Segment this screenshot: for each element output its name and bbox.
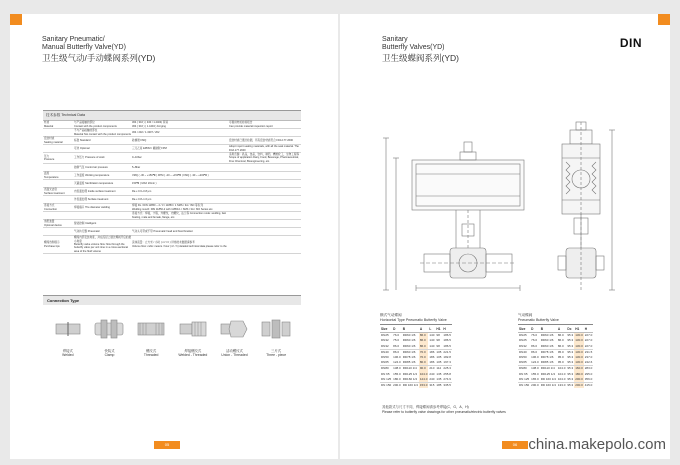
table-cell: 221.5 xyxy=(443,349,451,354)
tech-cell-c3: 连接方式：焊接，卡箍，外螺纹，内螺纹，法兰等 Connection mode: welding, fast fixating, male and female, flange, etc. xyxy=(132,212,226,219)
tech-row xyxy=(43,153,301,164)
table-cell: 95.3 xyxy=(567,366,574,371)
table-cell: RD60 1/6 xyxy=(540,333,554,338)
table-header-cell: Size xyxy=(518,325,530,333)
tech-cell-c2: 智能控制 Intelligent xyxy=(74,222,97,226)
table-cell: 86.0 xyxy=(419,338,429,343)
table-header-cell: B xyxy=(402,325,419,333)
table-cell: 76.0 xyxy=(531,333,538,338)
table-cell: 130.0 xyxy=(575,349,583,354)
table-caption-en: Pneumatic Butterfly Valve xyxy=(518,317,559,322)
table-cell: RD78 1/6 xyxy=(540,355,554,359)
table-cell: 105 xyxy=(436,355,442,359)
title-en-line-2: Butterfly Valves(YD) xyxy=(382,44,445,51)
table-cell: 255.8 xyxy=(443,371,451,376)
connection-type-header: Connection Type xyxy=(43,295,301,305)
tech-cell-c2: 不与产品接触的部位 Material Not contact with the product components xyxy=(74,129,131,136)
connection-type-label xyxy=(266,349,286,357)
table-cell: DN40 xyxy=(380,349,392,355)
table-cell: 70.0 xyxy=(419,355,429,360)
table-cell: DN40 xyxy=(518,349,530,355)
table-cell: 124.0 xyxy=(419,376,428,381)
connection-type-en: Union - Threaded xyxy=(221,353,248,358)
watermark: china.makepolo.com xyxy=(528,436,666,453)
table-cell: 240 xyxy=(429,376,435,381)
table-cell: 138.0 xyxy=(531,366,539,371)
tech-cell-c2: 与产品接触的部位 Contact with the product components xyxy=(74,121,117,128)
table-cell: 104.0 xyxy=(557,371,566,376)
tech-cell-c4: 可提供材质检验报告 Can provide material inspection report xyxy=(229,121,273,128)
table-cell: 335.5 xyxy=(443,383,451,388)
connection-type-label xyxy=(62,349,73,357)
tech-cell-c4: Adopt import sealing materials, with all the seal material. The FDA 177.2600 xyxy=(229,145,299,152)
tech-cell-c4: 密封材质已通过检测，所有密封材质符合 FDA 177.2600 xyxy=(229,138,293,142)
table-cell: 155.0 xyxy=(531,371,539,376)
table-cell: 98 xyxy=(436,333,440,338)
table-cell: RD110 1/4 xyxy=(540,366,557,372)
table-cell: RD60 1/6 xyxy=(540,338,554,343)
title-cn: 卫生级气动/手动蝶阀系列(YD) xyxy=(42,53,156,63)
table-cell: 86.0 xyxy=(557,338,564,343)
table-cell: 98 xyxy=(436,343,440,348)
tech-row xyxy=(43,145,301,153)
table-cell: 135 xyxy=(436,371,442,376)
tech-cell-c1: 温度 Temperature xyxy=(44,172,59,179)
table-cell: 104.0 xyxy=(419,371,428,376)
table-cell: DN32 xyxy=(519,343,527,348)
tech-cell-c2: 工作压力 Pressure of work xyxy=(74,156,105,160)
tech-cell-c1: 材质 Material xyxy=(44,121,54,128)
table-cell: 415.0 xyxy=(584,383,593,388)
table-cell: DN 125 xyxy=(519,376,530,381)
table-cell: 95.3 xyxy=(567,383,574,388)
tech-row xyxy=(43,212,301,220)
table-cell: RD60 1/6 xyxy=(402,338,416,343)
table-cell: 105 xyxy=(436,349,442,354)
tech-cell-c3: Ra ≤ 0.6~0.8 μm xyxy=(132,190,152,194)
corner-tab xyxy=(658,14,670,25)
title-cn: 卫生级蝶阀系列(YD) xyxy=(382,53,459,63)
table-cell: DN 125 xyxy=(381,376,392,381)
table-cell: 227.0 xyxy=(584,343,593,348)
connection-type-item xyxy=(134,315,168,357)
table-cell: 200.0 xyxy=(575,376,583,381)
table-cell: RD160 1/4 xyxy=(402,376,418,381)
table-cell: 186 xyxy=(429,349,435,354)
tech-cell-c2: 灭菌温度 Sterilization temperature xyxy=(74,182,114,186)
table-cell: 140 xyxy=(429,338,435,343)
connection-type-label xyxy=(104,349,114,357)
table-cell: 70.0 xyxy=(419,349,429,355)
valve-drawing xyxy=(380,118,630,308)
tech-row xyxy=(43,129,301,137)
tech-cell-c1: 表面光洁度 Surface treatment xyxy=(44,188,65,195)
connection-type-item xyxy=(176,315,210,357)
footnote-en: Please refer to butterfly valve drawings for other pneumatic/electric butterfly valves xyxy=(382,409,506,414)
table-cell: RD85 1/6 xyxy=(540,360,554,365)
table-cell: 140 xyxy=(429,343,435,348)
table-cell: 95.3 xyxy=(567,376,574,381)
table-cell: RD60 1/6 xyxy=(540,343,554,348)
table-cell: 104.0 xyxy=(557,366,566,371)
table-cell: RD 160 1/4 xyxy=(540,376,556,381)
valve-connection-icon xyxy=(52,315,84,343)
table-cell: 95.3 xyxy=(567,355,574,359)
table-cell: 240 xyxy=(429,371,435,376)
table-header-cell: H1 xyxy=(574,325,584,333)
table-cell: 124.0 xyxy=(531,360,539,365)
page-number: 05 xyxy=(154,441,180,449)
table-cell: 356.0 xyxy=(584,376,593,381)
table-cell: 283.0 xyxy=(584,366,593,371)
table-header-cell: H1 xyxy=(436,326,441,331)
table-cell: 237.0 xyxy=(584,355,593,359)
tech-cell-c2: 可选 Optional xyxy=(74,146,90,150)
horizontal-pneumatic-valve-table xyxy=(380,313,452,388)
connection-type-cn: 活动螺纹式 xyxy=(225,349,243,353)
table-cell: DN25 xyxy=(519,338,527,343)
connection-type-en: Welded xyxy=(62,353,74,358)
table-cell: 95.0 xyxy=(557,349,567,355)
connection-type-en: Threaded xyxy=(143,353,159,358)
table-cell: 130.0 xyxy=(575,355,583,359)
table-cell: 140 xyxy=(429,333,435,338)
tech-row xyxy=(43,236,301,254)
title-en-line-2: Manual Butterfly Valve(YD) xyxy=(42,44,126,51)
connection-type-label xyxy=(144,349,159,357)
table-cell: DN80 xyxy=(380,366,392,372)
table-cell: 186 xyxy=(429,360,435,365)
table-cell: 95.3 xyxy=(567,333,574,338)
right-page xyxy=(340,14,670,459)
table-cell: DN50 xyxy=(381,355,389,359)
table-cell: 225.3 xyxy=(443,366,451,371)
tech-cell-c3: Ra ≤ 0.8~1.6 μm xyxy=(132,198,152,202)
table-cell: 227.0 xyxy=(584,333,593,338)
tech-cell-c1: 密封材质 Sealing material xyxy=(44,137,63,144)
footnote-cn: 其他款式与尺寸不同，焊接蝶阀请参考焊接(C、G、A、H) xyxy=(382,405,469,409)
pneumatic-valve-table xyxy=(518,313,593,388)
table-cell: 130.0 xyxy=(575,343,583,348)
right-page-title xyxy=(382,36,459,63)
table-cell: RD110 1/4 xyxy=(402,366,419,372)
table-cell: DN25 xyxy=(381,333,389,338)
technical-data-header: 技术参数 Technical Data xyxy=(43,111,301,121)
table-cell: 130.0 xyxy=(575,360,583,365)
tech-cell-c3: VMQ ( -30 ~ +150℃ ) FPM ( -20 ~ +150℃ ) FMQ ( -30 ~ +200℃ ) xyxy=(132,174,209,178)
table-cell: 95.3 xyxy=(567,360,574,365)
connection-type-cn: 螺纹式 xyxy=(146,349,157,353)
table-cell: 86.0 xyxy=(419,333,429,339)
table-cell: 180.0 xyxy=(393,376,401,381)
table-cell: DN 150 xyxy=(519,383,530,388)
table-cell: 86.0 xyxy=(530,349,540,355)
table-cell: DN25 xyxy=(519,333,527,338)
connection-type-cn: 焊接式 xyxy=(62,349,73,353)
valve-connection-icon xyxy=(218,315,250,343)
table-cell: 76.0 xyxy=(393,333,400,338)
tech-cell-c2: 标准 Standard xyxy=(74,138,91,142)
table-cell: 155.0 xyxy=(393,371,401,376)
table-cell: 75.0 xyxy=(393,338,400,343)
table-cell: RD60 1/6 xyxy=(402,333,416,338)
table-cell: 106.0 xyxy=(531,355,539,359)
connection-type-cn: 焊接螺纹式 xyxy=(184,349,202,353)
tech-cell-c1: 压力 Pressure xyxy=(44,154,55,162)
title-en-line-1: Sanitary xyxy=(382,36,408,43)
table-cell: 135 xyxy=(436,376,442,381)
tech-cell-c2: 焊接端口 The diameter welding xyxy=(74,206,110,210)
technical-data-table xyxy=(43,110,301,254)
table-cell: DN 65 xyxy=(519,371,528,376)
connection-type-item xyxy=(217,315,251,357)
corner-tab xyxy=(10,14,22,25)
tech-cell-c2: 控制气压 Control air pressure xyxy=(74,166,108,170)
tech-cell-c3: 304 ( 316 ) ( 430 / 1.4404) 铸造 304 ( 316 ) ( 1.4404 ) Forging xyxy=(132,121,169,128)
table-header-cell: H xyxy=(584,325,594,333)
valve-connection-icon xyxy=(93,315,125,343)
table-cell: 186.5 xyxy=(443,338,451,343)
table-cell: DN65 xyxy=(519,360,527,365)
tech-row xyxy=(43,188,301,196)
table-cell: RD60 1/6 xyxy=(402,343,416,348)
table-cell: 295.0 xyxy=(584,371,593,376)
left-page-title xyxy=(42,36,155,63)
tech-cell-c2: 工作温度 Working temperature xyxy=(74,174,110,178)
tech-row xyxy=(43,137,301,145)
tech-cell-c3: 5~8bar xyxy=(132,166,141,170)
table-cell: 106.0 xyxy=(393,355,401,359)
tech-cell-c2: 内表面处理 Inside surface treatment xyxy=(74,190,116,194)
tech-row xyxy=(43,164,301,172)
table-row xyxy=(380,383,452,389)
table-cell: 200.0 xyxy=(393,383,401,388)
table-cell: 124.0 xyxy=(393,360,401,365)
table-cell: 130.0 xyxy=(575,338,583,343)
table-cell: 86.0 xyxy=(531,343,538,348)
table-cell: DN50 xyxy=(519,355,527,359)
tech-cell-c3: 焊接 DL / DIN 11850 ~ 2 / 3 / 11850 / 1 SMS / 3A / ISO 等系列 Welding mouth: DIN 11850-2 with 11850-1 / SMS / 3A / ISO Series etc. xyxy=(132,204,214,211)
table-cell: 186.5 xyxy=(443,343,451,348)
din-badge: DIN xyxy=(619,36,642,50)
tech-cell-c3: 硅橡胶 FMQ xyxy=(132,138,147,142)
tech-cell-c1: 选配装置 Optional device xyxy=(44,220,62,227)
table-row xyxy=(518,383,593,389)
table-cell: 138.0 xyxy=(393,366,401,371)
table-caption-cn: 气动蝶阀 xyxy=(518,313,533,317)
table-cell: 86.0 xyxy=(557,343,564,348)
table-cell: 160.0 xyxy=(575,366,583,371)
table-cell: 200.0 xyxy=(531,383,539,388)
connection-type-label xyxy=(178,349,207,357)
connection-type-item xyxy=(259,315,293,357)
tech-row xyxy=(43,121,301,129)
connection-type-en: Three - piece xyxy=(266,353,287,358)
table-header-cell: D xyxy=(392,325,402,333)
connection-type-en: Clamp xyxy=(104,353,115,358)
tech-cell-c2: 蝶阀内部安装角度，并在流径上通过蝶阀开启的最小角度 Butterfly valve volume flow: flow through the butterfly valve per unit time in a cross-sectional area of the fluid volume xyxy=(74,236,132,253)
title-en-line-1: Sanitary Pneumatic/ xyxy=(42,36,105,43)
connection-type-item xyxy=(92,315,126,357)
table-cell: 95.3 xyxy=(567,338,574,343)
valve-connection-icon xyxy=(135,315,167,343)
table-cell: DN 150 xyxy=(381,383,392,388)
table-cell: 200.0 xyxy=(575,383,583,388)
table-cell: 86.0 xyxy=(393,343,400,348)
table-cell: RD78 1/6 xyxy=(540,349,557,355)
table-cell: 180.0 xyxy=(575,371,583,376)
tech-cell-c3: 0~10bar xyxy=(132,156,142,160)
table-header-cell: H xyxy=(442,325,452,333)
footnote xyxy=(382,405,506,414)
table-cell: DN80 xyxy=(518,366,530,372)
table-cell: 197.3 xyxy=(443,360,451,365)
table-cell: 86.0 xyxy=(557,333,564,338)
left-page xyxy=(10,14,338,459)
table-cell: 185 xyxy=(436,383,442,388)
table-cell: DN65 xyxy=(381,360,389,365)
table-header-cell: B xyxy=(540,325,557,333)
connection-type-item xyxy=(51,315,85,357)
table-header-cell: Dc xyxy=(566,325,574,333)
table-cell: RD 160 1/4 xyxy=(402,383,418,388)
connection-type-section xyxy=(43,295,301,357)
tech-cell-c3: 150℃ ( MAX 20min ) xyxy=(132,182,157,186)
tech-row xyxy=(43,172,301,180)
table-header-cell: L xyxy=(428,325,435,333)
table-cell: 186.5 xyxy=(443,333,451,338)
table-cell: 315 xyxy=(429,383,435,388)
tech-cell-c2: 外表面处理 Surface treatment xyxy=(74,198,109,202)
connection-type-en: Welded - Threaded xyxy=(178,353,208,358)
table-cell: 165.0 xyxy=(531,376,539,381)
table-cell: 95.3 xyxy=(567,349,574,354)
table-cell: 104.0 xyxy=(557,376,566,381)
tech-cell-c3: 304 / 202 / 1.4307 / 202 xyxy=(132,130,160,134)
table-header-row xyxy=(518,325,593,333)
table-cell: 95.3 xyxy=(567,343,574,348)
tech-cell-c1: 连接方式 Connection xyxy=(44,204,58,211)
table-cell: RD125 1/4 xyxy=(540,371,556,376)
table-header-cell: D xyxy=(530,325,540,333)
table-cell: 153.0 xyxy=(419,383,428,388)
table-cell: 182.8 xyxy=(443,355,451,359)
table-cell: 80.0 xyxy=(419,360,429,366)
tech-cell-c3: 气动头可带或不带 Pneumatic head and fixed bracket xyxy=(132,230,193,234)
table-cell: RD60 1/6 xyxy=(402,349,419,355)
table-header-cell: A xyxy=(419,325,429,333)
table-cell: 130.0 xyxy=(575,333,583,338)
table-cell: RD125 1/4 xyxy=(402,371,418,376)
table-header-cell: Size xyxy=(380,325,392,333)
table-cell: 95.0 xyxy=(557,360,564,365)
table-row xyxy=(380,377,452,383)
table-cell: DN32 xyxy=(381,338,389,343)
connection-type-cn: 三片式 xyxy=(271,349,282,353)
table-cell: 227.0 xyxy=(584,338,593,343)
table-caption-cn: 横式气动蝶阀 xyxy=(380,313,402,317)
table-cell: 231.5 xyxy=(584,349,593,354)
tech-cell-c2: 气动执行器 Pneumatic xyxy=(74,230,100,234)
valve-connection-icon xyxy=(177,315,209,343)
table-cell: 186 xyxy=(429,355,435,359)
tech-row xyxy=(43,220,301,228)
table-cell: 95.3 xyxy=(567,371,574,376)
connection-type-label xyxy=(221,349,247,357)
table-cell: 133.0 xyxy=(557,383,566,388)
tech-row xyxy=(43,180,301,188)
table-cell: RD78 1/6 xyxy=(402,355,416,359)
tech-cell-c3: 流体流量：立方米 / 小时 ( m³ / h ) 详细技术数据请参考 Volume flow: cubic meters / hour (m³ / h) detailed technical data please refer to the xyxy=(132,241,227,248)
table-cell: 95.0 xyxy=(557,355,564,359)
table-cell: 76.0 xyxy=(531,338,538,343)
tech-cell-c3: 三元乙丙 EPDM / 氟橡胶 FPM xyxy=(132,146,167,150)
table-cell: DN 65 xyxy=(381,371,390,376)
table-cell: DN32 xyxy=(381,343,389,348)
table-caption-en: Horizontal Type Pneumatic Butterfly Valve xyxy=(380,317,447,322)
table-cell: 86.0 xyxy=(419,344,429,350)
table-cell: 86.0 xyxy=(392,349,402,355)
valve-connection-icon xyxy=(260,315,292,343)
table-cell: RD 160 1/4 xyxy=(540,383,556,388)
table-cell: 274.9 xyxy=(443,376,451,381)
table-cell: 90.0 xyxy=(419,366,429,372)
table-cell: RD85 1/6 xyxy=(402,360,416,365)
tech-cell-c1: 蝶阀选购提示 Purchase tips xyxy=(44,241,60,248)
table-header-row xyxy=(380,325,452,333)
connection-type-cn: 快装式 xyxy=(104,349,115,353)
table-cell: 98 xyxy=(436,338,440,343)
tech-cell-c4: 适用范围：乳品，食品，饮料，制药，精细化工，生物工程等 Scope of application Dairy, Food, Beverage, Pharmaceutical, Fine Chemical, Bioengineering, etc. xyxy=(229,153,300,163)
table-cell: 105 xyxy=(436,360,442,365)
table-cell: 112 xyxy=(436,366,442,371)
table-header-cell: A xyxy=(557,325,567,333)
page-number: 06 xyxy=(502,441,528,449)
table-cell: 242.6 xyxy=(584,360,593,365)
table-cell: 210 xyxy=(429,366,435,371)
